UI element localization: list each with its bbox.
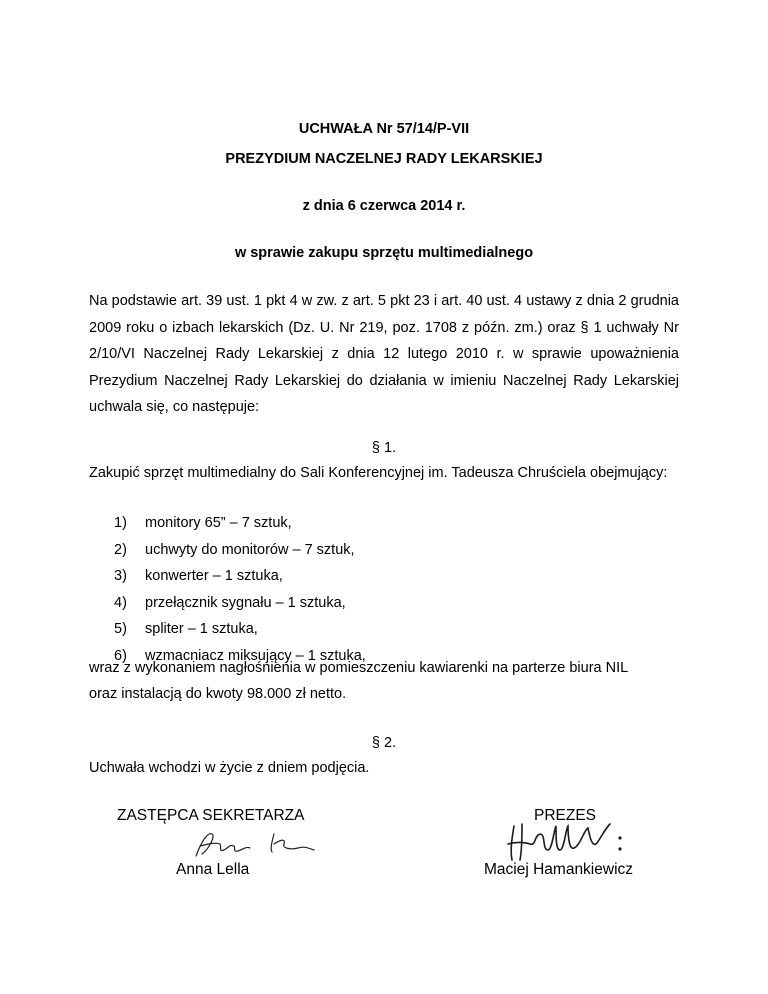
list-item-text: wzmacniacz miksujący – 1 sztuka, bbox=[145, 647, 366, 664]
list-item-text: konwerter – 1 sztuka, bbox=[145, 568, 283, 584]
right-handwritten-signature bbox=[500, 816, 640, 866]
resolution-date: z dnia 6 czerwca 2014 r. bbox=[302, 198, 466, 214]
left-signatory-name: Anna Lella bbox=[176, 861, 250, 878]
preamble-paragraph: Na podstawie art. 39 ust. 1 pkt 4 w zw. z art. 5 pkt 23 i art. 40 ust. 4 ustawy z dnia 2 grudnia 2009 roku o izbach lekarskich (Dz. U. Nr 219, poz. 1708 z późn. zm.) oraz § 1 uchwały Nr 2/10/VI Naczelnej Rady Lekarskiej z dnia 12 lutego 2010 r. w sprawie upoważnienia Prezydium Naczelnej Rady Lekarskiej do działania w imieniu Naczelnej Rady Lekarskiej uchwala się, co następuje: bbox=[89, 293, 679, 415]
list-item-number: 2) bbox=[114, 541, 127, 558]
right-signatory-name: Maciej Hamankiewicz bbox=[484, 861, 634, 878]
section-1-closing-line-1: wraz z wykonaniem nagłośnienia w pomieszczeniu kawiarenki na parterze biura NIL bbox=[89, 660, 629, 676]
list-item-text: monitory 65” – 7 sztuk, bbox=[145, 515, 292, 531]
list-item-text: przełącznik sygnału – 1 sztuka, bbox=[145, 594, 346, 611]
resolution-title: UCHWAŁA Nr 57/14/P-VII bbox=[298, 121, 470, 137]
list-item bbox=[89, 563, 679, 590]
list-item-number: 6) bbox=[114, 647, 127, 664]
left-signatory-role: ZASTĘPCA SEKRETARZA bbox=[117, 807, 305, 824]
equipment-list bbox=[89, 510, 679, 669]
right-signatory-role: PREZES bbox=[534, 807, 597, 824]
list-item bbox=[89, 510, 679, 537]
left-handwritten-signature bbox=[190, 826, 320, 866]
resolution-subject: w sprawie zakupu sprzętu multimedialnego bbox=[234, 245, 534, 261]
list-item-number: 3) bbox=[114, 568, 127, 584]
list-item-text: uchwyty do monitorów – 7 sztuk, bbox=[145, 541, 355, 558]
list-item bbox=[89, 616, 679, 643]
list-item-number: 4) bbox=[114, 594, 127, 611]
issuer-name: PREZYDIUM NACZELNEJ RADY LEKARSKIEJ bbox=[225, 151, 543, 167]
section-1-intro: Zakupić sprzęt multimedialny do Sali Konferencyjnej im. Tadeusza Chruściela obejmujący: bbox=[89, 465, 668, 481]
section-2-text: Uchwała wchodzi w życie z dniem podjęcia. bbox=[89, 760, 370, 776]
section-2-heading: § 2. bbox=[371, 735, 397, 751]
section-1-heading: § 1. bbox=[371, 440, 397, 456]
list-item-number: 1) bbox=[114, 515, 127, 531]
list-item-text: spliter – 1 sztuka, bbox=[145, 621, 258, 637]
list-item bbox=[89, 590, 679, 617]
list-item bbox=[89, 537, 679, 564]
list-item-number: 5) bbox=[114, 621, 127, 637]
section-1-closing-line-2: oraz instalacją do kwoty 98.000 zł netto. bbox=[89, 686, 347, 702]
